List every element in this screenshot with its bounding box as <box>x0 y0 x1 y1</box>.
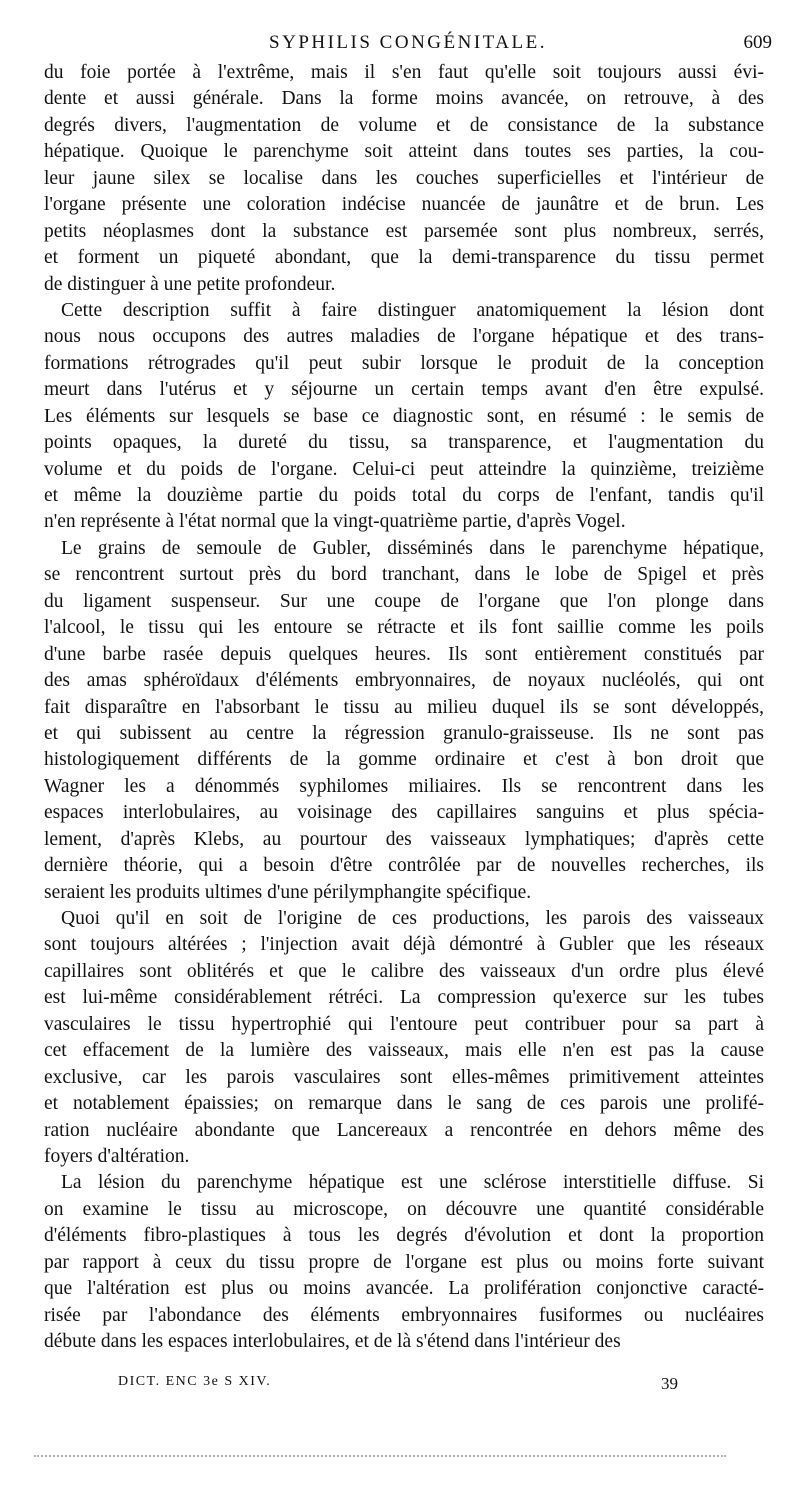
text-line: vasculaires le tissu hypertrophié qui l'entoure peut contribuer pour sa part à <box>44 1013 764 1035</box>
text-line: l'organe présente une coloration indécise nuancée de jaunâtre et de brun. Les <box>44 194 764 216</box>
body-text <box>44 60 764 1355</box>
text-line: et même la douzième partie du poids total du corps de l'enfant, tandis qu'il <box>44 485 764 506</box>
text-line: hépatique. Quoique le parenchyme soit atteint dans toutes ses parties, la cou- <box>44 141 764 163</box>
text-line: risée par l'abondance des éléments embryonnaires fusiformes ou nucléaires <box>44 1304 764 1326</box>
text-line: capillaires sont oblitérés et que le calibre des vaisseaux d'un ordre plus élevé <box>44 960 764 982</box>
page-footer <box>44 1374 764 1398</box>
paragraph <box>44 1170 764 1355</box>
text-line: Quoi qu'il en soit de l'origine de ces productions, les parois des vaisseaux <box>61 908 764 929</box>
text-line: volume et du poids de l'organe. Celui-ci peut atteindre la quinzième, treizième <box>44 458 764 480</box>
text-line: cet effacement de la lumière des vaisseaux, mais elle n'en est pas la cause <box>44 1040 764 1062</box>
text-line: degrés divers, l'augmentation de volume et de consistance de la substance <box>44 114 764 136</box>
text-line: on examine le tissu au microscope, on découvre une quantité considérable <box>44 1198 764 1220</box>
text-line: débute dans les espaces interlobulaires, et de là s'étend dans l'intérieur des <box>44 1331 621 1352</box>
text-line: et notablement épaissies; on remarque dans le sang de ces parois une prolifé- <box>44 1093 764 1115</box>
sheet-number: 39 <box>661 1374 678 1393</box>
text-line: dente et aussi générale. Dans la forme moins avancée, on retrouve, à des <box>44 88 764 110</box>
text-line: espaces interlobulaires, au voisinage des capillaires sanguins et plus spécia- <box>44 802 764 824</box>
text-line: et forment un piqueté abondant, que la demi-transparence du tissu permet <box>44 247 764 269</box>
text-line: points opaques, la dureté du tissu, sa transparence, et l'augmentation du <box>44 432 764 454</box>
paragraph <box>44 906 764 1170</box>
text-line: sont toujours altérées ; l'injection avait déjà démontré à Gubler que les réseaux <box>44 934 764 956</box>
text-line: exclusive, car les parois vasculaires sont elles-mêmes primitivement atteintes <box>44 1066 764 1088</box>
text-line: nous nous occupons des autres maladies de l'organe hépatique et des trans- <box>44 326 764 348</box>
text-line: ration nucléaire abondante que Lancereaux a rencontrée en dehors même des <box>44 1119 764 1141</box>
text-line: est lui-même considérablement rétréci. La compression qu'exerce sur les tubes <box>44 987 764 1009</box>
text-line: du foie portée à l'extrême, mais il s'en faut qu'elle soit toujours aussi évi- <box>44 62 764 83</box>
text-line: se rencontrent surtout près du bord tranchant, dans le lobe de Spigel et près <box>44 564 764 586</box>
text-line: fait disparaître en l'absorbant le tissu au milieu duquel ils se sont développés, <box>44 696 764 718</box>
text-line: n'en représente à l'état normal que la vingt-quatrième partie, d'après Vogel. <box>44 511 626 533</box>
text-line: histologiquement différents de la gomme ordinaire et c'est à bon droit que <box>44 749 764 771</box>
paragraph <box>44 536 764 906</box>
text-line: formations rétrogrades qu'il peut subir lorsque le produit de la conception <box>44 352 764 374</box>
bottom-rule <box>34 1455 726 1457</box>
text-line: de distinguer à une petite profondeur. <box>44 273 336 295</box>
text-line: Le grains de semoule de Gubler, disséminés dans le parenchyme hépatique, <box>61 537 764 559</box>
text-line: que l'altération est plus ou moins avancée. La prolifération conjonctive caracté- <box>44 1278 764 1300</box>
text-line: seraient les produits ultimes d'une périlymphangite spécifique. <box>44 881 532 903</box>
text-line: leur jaune silex se localise dans les couches superficielles et l'intérieur de <box>44 167 764 189</box>
text-line: et qui subissent au centre la régression granulo-graisseuse. Ils ne sont pas <box>44 722 764 744</box>
text-line: La lésion du parenchyme hépatique est une sclérose interstitielle diffuse. Si <box>61 1172 764 1194</box>
text-line: dernière théorie, qui a besoin d'être contrôlée par de nouvelles recherches, ils <box>44 855 764 877</box>
text-line: petits néoplasmes dont la substance est parsemée sont plus nombreux, serrés, <box>44 220 764 242</box>
text-line: des amas sphéroïdaux d'éléments embryonnaires, de noyaux nucléolés, qui ont <box>44 670 764 692</box>
text-line: l'alcool, le tissu qui les entoure se rétracte et ils font saillie comme les poils <box>44 617 764 639</box>
text-line: d'éléments fibro-plastiques à tous les degrés d'évolution et dont la proportion <box>44 1225 764 1247</box>
running-title: SYPHILIS CONGÉNITALE. <box>269 32 547 53</box>
text-line: lement, d'après Klebs, au pourtour des vaisseaux lymphatiques; d'après cette <box>44 828 764 850</box>
text-line: d'une barbe rasée depuis quelques heures. Ils sont entièrement constitués par <box>44 643 764 665</box>
text-line: Wagner les a dénommés syphilomes miliaires. Ils se rencontrent dans les <box>44 775 764 797</box>
text-line: Cette description suffit à faire distinguer anatomiquement la lésion dont <box>61 299 764 321</box>
text-line: foyers d'altération. <box>44 1145 190 1167</box>
text-line: du ligament suspenseur. Sur une coupe de l'organe que l'on plonge dans <box>44 590 764 612</box>
text-line: par rapport à ceux du tissu propre de l'organe est plus ou moins forte suivant <box>44 1251 764 1273</box>
text-line: meurt dans l'utérus et y séjourne un certain temps avant d'en être expulsé. <box>44 379 764 401</box>
paragraph <box>44 60 764 298</box>
running-header <box>44 32 772 54</box>
text-line: Les éléments sur lesquels se base ce diagnostic sont, en résumé : le semis de <box>44 405 764 427</box>
printer-signature: DICT. ENC 3e S XIV. <box>118 1374 272 1389</box>
page-number: 609 <box>743 32 772 53</box>
paragraph <box>44 298 764 536</box>
